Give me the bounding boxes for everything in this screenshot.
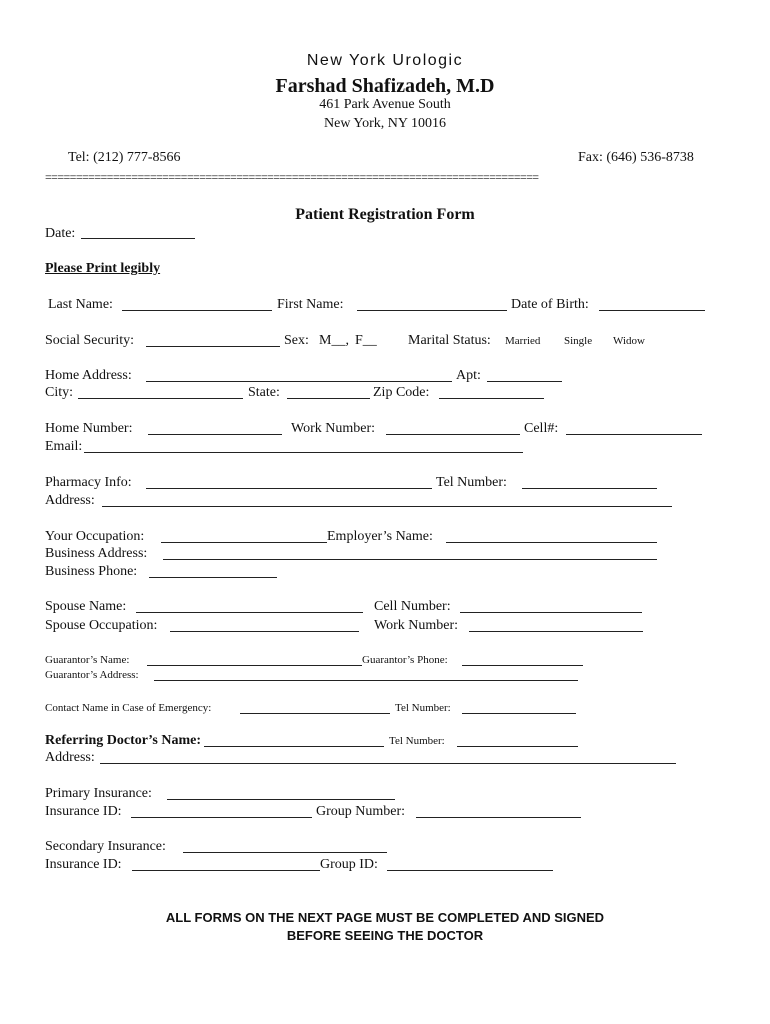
primary-insurance-field[interactable]: [167, 799, 395, 800]
print-note: Please Print legibly: [45, 261, 161, 276]
work-number-field[interactable]: [386, 434, 520, 435]
secondary-group-id-label: Group ID:: [320, 857, 378, 872]
date-of-birth-field[interactable]: [599, 310, 705, 311]
business-address-field[interactable]: [163, 559, 657, 560]
spouse-name-field[interactable]: [136, 612, 363, 613]
state-label: State:: [248, 385, 280, 400]
address-line-1: 461 Park Avenue South: [319, 97, 451, 112]
fax: Fax: (646) 536-8738: [578, 150, 694, 165]
marital-status-label: Marital Status:: [408, 333, 491, 348]
emergency-tel-field[interactable]: [462, 713, 576, 714]
date-of-birth-label: Date of Birth:: [511, 297, 589, 312]
secondary-insurance-id-label: Insurance ID:: [45, 857, 122, 872]
cell-field[interactable]: [566, 434, 702, 435]
first-name-field[interactable]: [357, 310, 507, 311]
home-address-label: Home Address:: [45, 368, 132, 383]
apt-label: Apt:: [456, 368, 481, 383]
business-address-label: Business Address:: [45, 546, 148, 561]
sex-male-option[interactable]: M__,: [319, 333, 349, 348]
date-field[interactable]: [81, 238, 195, 239]
secondary-insurance-label: Secondary Insurance:: [45, 839, 166, 854]
referring-doctor-label: Referring Doctor’s Name:: [45, 733, 201, 748]
guarantor-phone-field[interactable]: [462, 665, 583, 666]
spouse-occupation-label: Spouse Occupation:: [45, 618, 158, 633]
home-number-label: Home Number:: [45, 421, 133, 436]
date-label: Date:: [45, 226, 76, 241]
emergency-contact-field[interactable]: [240, 713, 390, 714]
header-divider: ================================================================================: [45, 171, 539, 183]
marital-widow-option[interactable]: Widow: [613, 335, 645, 347]
footer-notice-line-2: BEFORE SEEING THE DOCTOR: [286, 928, 484, 943]
employer-name-field[interactable]: [446, 542, 657, 543]
referring-address-field[interactable]: [100, 763, 676, 764]
business-phone-field[interactable]: [149, 577, 277, 578]
marital-married-option[interactable]: Married: [505, 335, 541, 347]
secondary-insurance-field[interactable]: [183, 852, 387, 853]
referring-tel-label: Tel Number:: [389, 735, 445, 747]
secondary-group-id-field[interactable]: [387, 870, 553, 871]
spouse-occupation-field[interactable]: [170, 631, 359, 632]
spouse-cell-label: Cell Number:: [374, 599, 451, 614]
state-field[interactable]: [287, 398, 370, 399]
pharmacy-tel-field[interactable]: [522, 488, 657, 489]
occupation-label: Your Occupation:: [45, 529, 145, 544]
guarantor-address-field[interactable]: [154, 680, 578, 681]
emergency-contact-label: Contact Name in Case of Emergency:: [45, 702, 212, 714]
guarantor-address-label: Guarantor’s Address:: [45, 669, 139, 681]
pharmacy-address-field[interactable]: [102, 506, 672, 507]
primary-insurance-id-field[interactable]: [131, 817, 312, 818]
primary-group-number-label: Group Number:: [316, 804, 406, 819]
guarantor-name-field[interactable]: [147, 665, 362, 666]
form-title: Patient Registration Form: [295, 206, 475, 223]
spouse-cell-field[interactable]: [460, 612, 642, 613]
practice-name: New York Urologic: [306, 52, 464, 69]
sex-label: Sex:: [284, 333, 309, 348]
first-name-label: First Name:: [277, 297, 344, 312]
city-field[interactable]: [78, 398, 243, 399]
last-name-label: Last Name:: [48, 297, 113, 312]
primary-group-number-field[interactable]: [416, 817, 581, 818]
sex-female-option[interactable]: F__: [355, 333, 377, 348]
pharmacy-tel-label: Tel Number:: [436, 475, 507, 490]
marital-single-option[interactable]: Single: [564, 335, 593, 347]
emergency-tel-label: Tel Number:: [395, 702, 451, 714]
city-label: City:: [45, 385, 74, 400]
secondary-insurance-id-field[interactable]: [132, 870, 320, 871]
spouse-work-label: Work Number:: [374, 618, 459, 633]
pharmacy-info-field[interactable]: [146, 488, 432, 489]
zip-code-field[interactable]: [439, 398, 544, 399]
home-address-field[interactable]: [146, 381, 452, 382]
email-label: Email:: [45, 439, 83, 454]
spouse-name-label: Spouse Name:: [45, 599, 127, 614]
apt-field[interactable]: [487, 381, 562, 382]
guarantor-phone-label: Guarantor’s Phone:: [362, 654, 448, 666]
email-field[interactable]: [84, 452, 523, 453]
occupation-field[interactable]: [161, 542, 327, 543]
business-phone-label: Business Phone:: [45, 564, 138, 579]
employer-name-label: Employer’s Name:: [327, 529, 433, 544]
home-number-field[interactable]: [148, 434, 282, 435]
telephone: Tel: (212) 777-8566: [68, 150, 181, 165]
cell-label: Cell#:: [524, 421, 559, 436]
primary-insurance-id-label: Insurance ID:: [45, 804, 122, 819]
pharmacy-info-label: Pharmacy Info:: [45, 475, 132, 490]
pharmacy-address-label: Address:: [45, 493, 95, 508]
spouse-work-field[interactable]: [469, 631, 643, 632]
footer-notice-line-1: ALL FORMS ON THE NEXT PAGE MUST BE COMPLETED AND SIGNED: [165, 910, 605, 925]
referring-doctor-field[interactable]: [204, 746, 384, 747]
referring-tel-field[interactable]: [457, 746, 578, 747]
work-number-label: Work Number:: [291, 421, 376, 436]
social-security-label: Social Security:: [45, 333, 135, 348]
social-security-field[interactable]: [146, 346, 280, 347]
address-line-2: New York, NY 10016: [324, 116, 446, 131]
primary-insurance-label: Primary Insurance:: [45, 786, 152, 801]
zip-code-label: Zip Code:: [373, 385, 430, 400]
guarantor-name-label: Guarantor’s Name:: [45, 654, 130, 666]
doctor-name: Farshad Shafizadeh, M.D: [275, 75, 495, 97]
referring-address-label: Address:: [45, 750, 95, 765]
last-name-field[interactable]: [122, 310, 272, 311]
